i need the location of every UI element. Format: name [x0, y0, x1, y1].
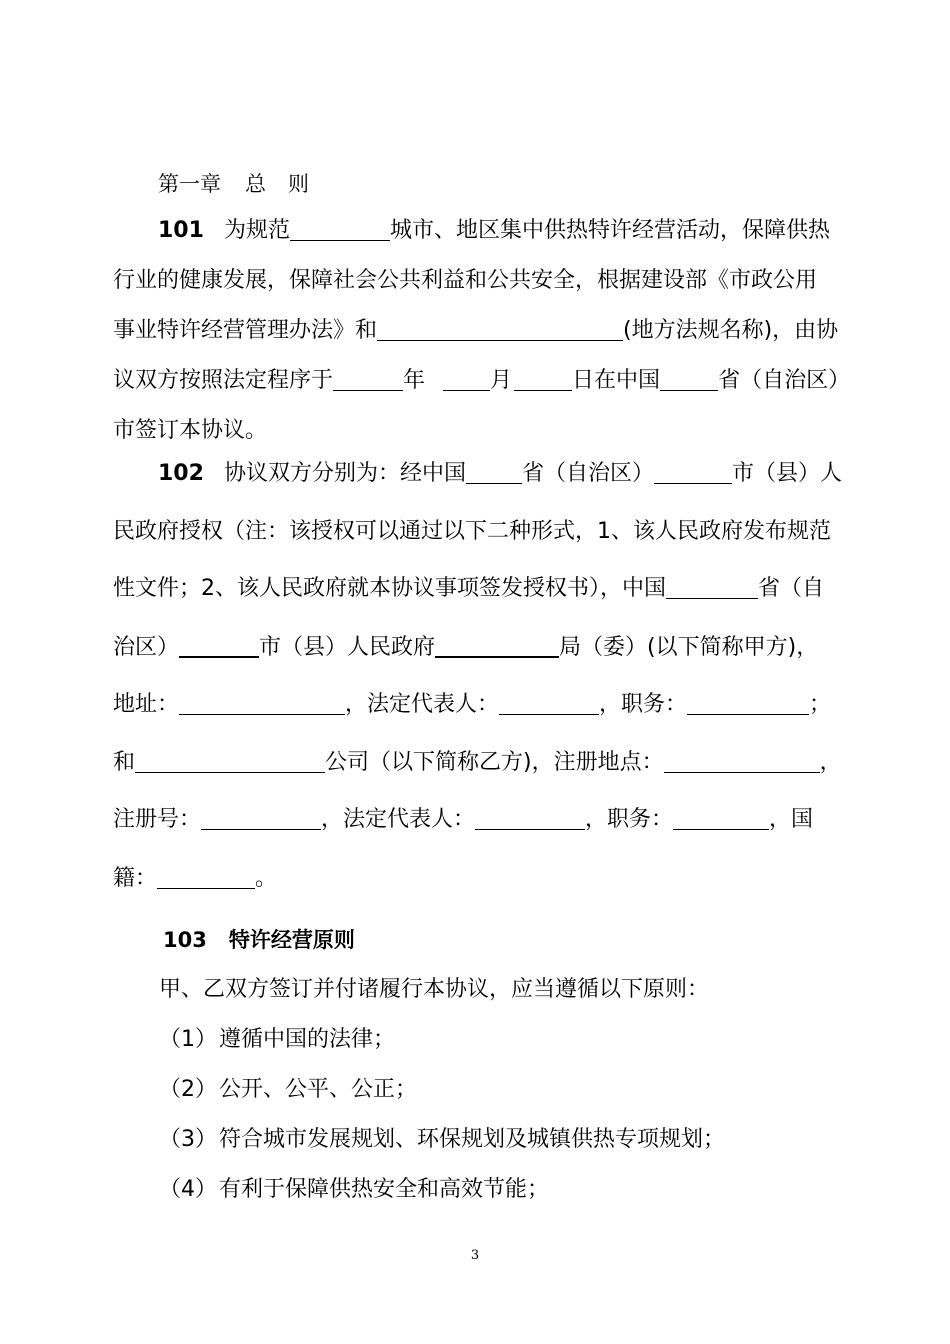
art102-line-7: [113, 805, 813, 835]
art102-text: 局（委）(以下简称甲方)，: [559, 635, 819, 660]
fill-blank: [654, 459, 732, 484]
art102-text: ，国: [769, 807, 814, 832]
chapter-heading: [158, 169, 309, 199]
fill-blank: [673, 805, 769, 830]
list-item-text: 遵循中国的法律；: [219, 1027, 396, 1052]
art102-text: ，职务：: [585, 807, 674, 832]
art102-text: 地址：: [113, 692, 180, 717]
art101-line-5: [113, 416, 267, 446]
page-number: 3: [470, 1248, 480, 1263]
list-item-text: 公开、公平、公正；: [219, 1077, 418, 1102]
art101-text: 议双方按照法定程序于: [113, 368, 334, 393]
art102-line-3: [113, 574, 824, 604]
fill-blank: [666, 574, 758, 599]
art103-title: 特许经营原则: [228, 928, 355, 952]
art102-line-1: [113, 459, 842, 489]
art103-intro: [159, 975, 709, 1005]
fill-blank: [201, 805, 321, 830]
art101-text: 省（自治区）: [718, 368, 851, 393]
list-item-label: （3）: [159, 1127, 217, 1152]
fill-blank: [135, 748, 325, 773]
art101-number: 101: [158, 218, 204, 243]
art102-text: ，: [819, 750, 842, 775]
art103-text: 甲、乙双方签订并付诸履行本协议，应当遵循以下原则：: [159, 977, 710, 1002]
chapter-name-b: 则: [288, 172, 309, 196]
art102-text: 性文件；2、该人民政府就本协议事项签发授权书），中国: [113, 576, 666, 601]
fill-blank: [443, 366, 490, 391]
art101-text: 月: [490, 368, 513, 393]
list-item: [159, 1025, 395, 1055]
art102-line-4: [113, 632, 818, 663]
fill-blank: [333, 366, 403, 391]
art101-text: 市签订本协议。: [113, 418, 268, 443]
art102-line-5: [113, 690, 831, 720]
art101-text: 行业的健康发展，保障社会公共利益和公共安全，根据建设部《市政公用: [113, 268, 818, 293]
art102-text: ；: [809, 692, 832, 717]
fill-blank: [157, 864, 255, 889]
art102-text: 市（县）人民政府: [259, 635, 436, 660]
art102-text: 民政府授权（注：该授权可以通过以下二种形式，1、该人民政府发布规范: [113, 519, 831, 544]
fill-blank: [660, 366, 718, 391]
list-item-text: 有利于保障供热安全和高效节能；: [219, 1177, 550, 1202]
list-item-text: 符合城市发展规划、环保规划及城镇供热专项规划；: [219, 1127, 726, 1152]
art101-line-4: [113, 366, 850, 396]
chapter-name-a: 总: [245, 172, 266, 196]
art101-text: 城市、地区集中供热特许经营活动，保障供热: [389, 218, 830, 243]
fill-blank: [179, 632, 259, 658]
art102-text: ，职务：: [599, 692, 688, 717]
fill-blank: [435, 632, 559, 658]
art102-number: 102: [158, 461, 204, 486]
list-item-label: （2）: [159, 1077, 217, 1102]
list-item-label: （4）: [159, 1177, 217, 1202]
fill-blank: [499, 690, 599, 715]
art101-text: 为规范: [223, 218, 290, 243]
art102-text: 注册号：: [113, 807, 202, 832]
list-item: [159, 1175, 549, 1205]
fill-blank: [514, 366, 572, 391]
art102-text: 公司（以下简称乙方)，注册地点：: [325, 750, 664, 775]
art101-text: (地方法规名称)，由协: [623, 318, 839, 343]
art102-line-2: [113, 517, 831, 547]
art101-text: 日在中国: [572, 368, 661, 393]
art102-text: 籍：: [113, 866, 158, 891]
fill-blank: [664, 748, 820, 773]
art102-line-8: [113, 864, 277, 894]
art102-text: ，法定代表人：: [321, 807, 476, 832]
art102-text: 治区）: [113, 635, 180, 660]
art103-heading: [163, 925, 355, 955]
art101-line-3: [113, 316, 838, 346]
fill-blank: [466, 459, 522, 484]
list-item-label: （1）: [159, 1027, 217, 1052]
art101-text: 年: [403, 368, 426, 393]
fill-blank: [687, 690, 809, 715]
fill-blank: [179, 690, 345, 715]
fill-blank: [290, 216, 390, 241]
art102-line-6: [113, 748, 842, 778]
art101-text: 事业特许经营管理办法》和: [113, 318, 378, 343]
art103-number: 103: [163, 928, 207, 952]
art102-text: 和: [113, 750, 136, 775]
art102-text: 协议双方分别为：经中国: [223, 461, 466, 486]
list-item: [159, 1075, 417, 1105]
art101-line-1: [113, 216, 830, 246]
art102-text: ，法定代表人：: [345, 692, 500, 717]
art102-text: 市（县）人: [731, 461, 842, 486]
art101-line-2: [113, 266, 817, 296]
art102-text: 省（自: [758, 576, 825, 601]
art102-text: 省（自治区）: [521, 461, 654, 486]
fill-blank: [475, 805, 585, 830]
art102-text: 。: [255, 866, 278, 891]
fill-blank: [377, 316, 623, 341]
chapter-title: 第一章: [158, 172, 221, 196]
list-item: [159, 1125, 725, 1155]
